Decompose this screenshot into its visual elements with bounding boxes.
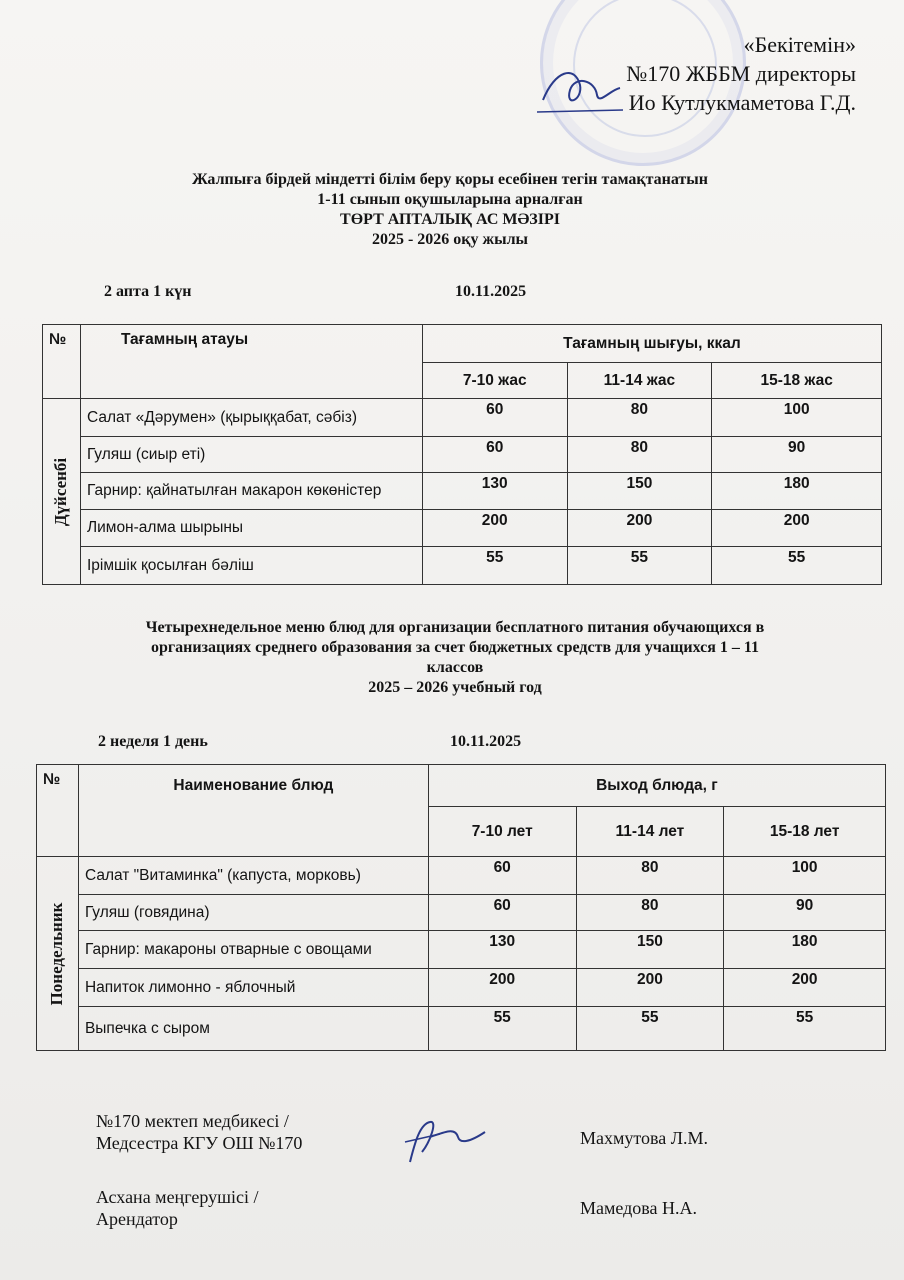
dish-name: Салат "Витаминка" (капуста, морковь): [78, 857, 428, 895]
dish-name: Напиток лимонно - яблочный: [78, 969, 428, 1007]
portion-value: 180: [724, 931, 886, 969]
portion-value: 55: [576, 1007, 724, 1051]
kz-date: 10.11.2025: [455, 283, 527, 300]
table-row: [43, 473, 882, 510]
kcal-value: 55: [567, 547, 712, 585]
table-row: [37, 969, 886, 1007]
kcal-value: 80: [567, 399, 712, 437]
kz-num-header: №: [43, 325, 81, 399]
kz-title: [60, 170, 840, 250]
kz-title-line-2: 1-11 сынып оқушыларына арналған: [317, 191, 583, 208]
dish-name: Выпечка с сыром: [78, 1007, 428, 1051]
table-row: [37, 895, 886, 931]
ru-title-line-4: 2025 – 2026 учебный год: [368, 679, 542, 696]
kz-age-header: 7-10 жас: [422, 363, 567, 399]
kz-output-header: Тағамның шығуы, ккал: [422, 325, 881, 363]
ru-title-line-2: организациях среднего образования за счет бюджетных средств для учащихся 1 – 11: [150, 639, 759, 656]
canteen-role-line-2: Арендатор: [96, 1209, 178, 1229]
portion-value: 80: [576, 857, 724, 895]
dish-name: Лимон-алма шырыны: [80, 510, 422, 547]
ru-date: 10.11.2025: [450, 733, 522, 750]
ru-title-line-1: Четырехнедельное меню блюд для организации бесплатного питания обучающихся в: [145, 619, 765, 636]
approval-line-2: №170 ЖББМ директоры: [626, 61, 856, 86]
ru-day-cell: [37, 857, 79, 1051]
kz-day-name: Дүйсенбі: [51, 457, 71, 526]
portion-value: 200: [576, 969, 724, 1007]
dish-name: Гарнир: макароны отварные с овощами: [78, 931, 428, 969]
nurse-name: Махмутова Л.М.: [580, 1128, 708, 1148]
ru-title-line-3: классов: [426, 659, 484, 676]
portion-value: 60: [428, 895, 576, 931]
kz-day-label: 2 апта 1 күн: [104, 283, 192, 300]
nurse-role-line-1: №170 мектеп медбикесі /: [96, 1111, 289, 1131]
ru-menu-table: [36, 764, 886, 1051]
portion-value: 130: [428, 931, 576, 969]
kz-age-header: 11-14 жас: [567, 363, 712, 399]
ru-day-label: 2 неделя 1 день: [98, 733, 208, 750]
table-row: [43, 399, 882, 437]
kcal-value: 200: [567, 510, 712, 547]
nurse-role: [96, 1110, 302, 1154]
kz-title-line-3: ТӨРТ АПТАЛЫҚ АС МӘЗІРІ: [340, 211, 560, 228]
kz-day-cell: [43, 399, 81, 585]
dish-name: Гарнир: қайнатылған макарон көкөністер: [80, 473, 422, 510]
kcal-value: 150: [567, 473, 712, 510]
approval-block: [626, 30, 856, 117]
kcal-value: 180: [712, 473, 882, 510]
nurse-signature: [400, 1112, 490, 1172]
portion-value: 55: [428, 1007, 576, 1051]
kcal-value: 80: [567, 437, 712, 473]
ru-age-header: 7-10 лет: [428, 807, 576, 857]
director-signature: [535, 60, 625, 120]
kcal-value: 55: [712, 547, 882, 585]
approval-line-3: Ио Кутлукмаметова Г.Д.: [628, 90, 856, 115]
ru-day-name: Понедельник: [47, 902, 67, 1005]
kz-title-line-1: Жалпыға бірдей міндетті білім беру қоры есебінен тегін тамақтанатын: [192, 171, 708, 188]
dish-name: Ірімшік қосылған бәліш: [80, 547, 422, 585]
table-row: [43, 510, 882, 547]
portion-value: 60: [428, 857, 576, 895]
ru-age-header: 11-14 лет: [576, 807, 724, 857]
table-row: [43, 547, 882, 585]
canteen-name: Мамедова Н.А.: [580, 1198, 698, 1218]
table-row: [37, 857, 886, 895]
kcal-value: 90: [712, 437, 882, 473]
table-row: [37, 931, 886, 969]
portion-value: 200: [724, 969, 886, 1007]
dish-name: Гуляш (говядина): [78, 895, 428, 931]
table-row: [43, 437, 882, 473]
canteen-role-line-1: Асхана меңгерушісі /: [96, 1187, 259, 1207]
approval-line-1: «Бекітемін»: [743, 32, 856, 57]
portion-value: 200: [428, 969, 576, 1007]
ru-age-header: 15-18 лет: [724, 807, 886, 857]
ru-num-header: №: [37, 765, 79, 857]
kcal-value: 100: [712, 399, 882, 437]
nurse-role-line-2: Медсестра КГУ ОШ №170: [96, 1133, 303, 1153]
table-row: [37, 1007, 886, 1051]
dish-name: Салат «Дәрумен» (қырыққабат, сәбіз): [80, 399, 422, 437]
kcal-value: 60: [422, 437, 567, 473]
dish-name: Гуляш (сиыр еті): [80, 437, 422, 473]
kz-menu-table: [42, 324, 882, 585]
kz-title-line-4: 2025 - 2026 оқу жылы: [371, 231, 529, 248]
portion-value: 90: [724, 895, 886, 931]
ru-name-header: Наименование блюд: [78, 765, 428, 857]
ru-title: [40, 618, 870, 698]
portion-value: 100: [724, 857, 886, 895]
kcal-value: 55: [422, 547, 567, 585]
canteen-role: [96, 1186, 258, 1230]
ru-output-header: Выход блюда, г: [428, 765, 885, 807]
portion-value: 80: [576, 895, 724, 931]
kcal-value: 60: [422, 399, 567, 437]
kcal-value: 200: [422, 510, 567, 547]
portion-value: 55: [724, 1007, 886, 1051]
kz-age-header: 15-18 жас: [712, 363, 882, 399]
kcal-value: 130: [422, 473, 567, 510]
portion-value: 150: [576, 931, 724, 969]
kcal-value: 200: [712, 510, 882, 547]
kz-name-header: Тағамның атауы: [80, 325, 422, 399]
